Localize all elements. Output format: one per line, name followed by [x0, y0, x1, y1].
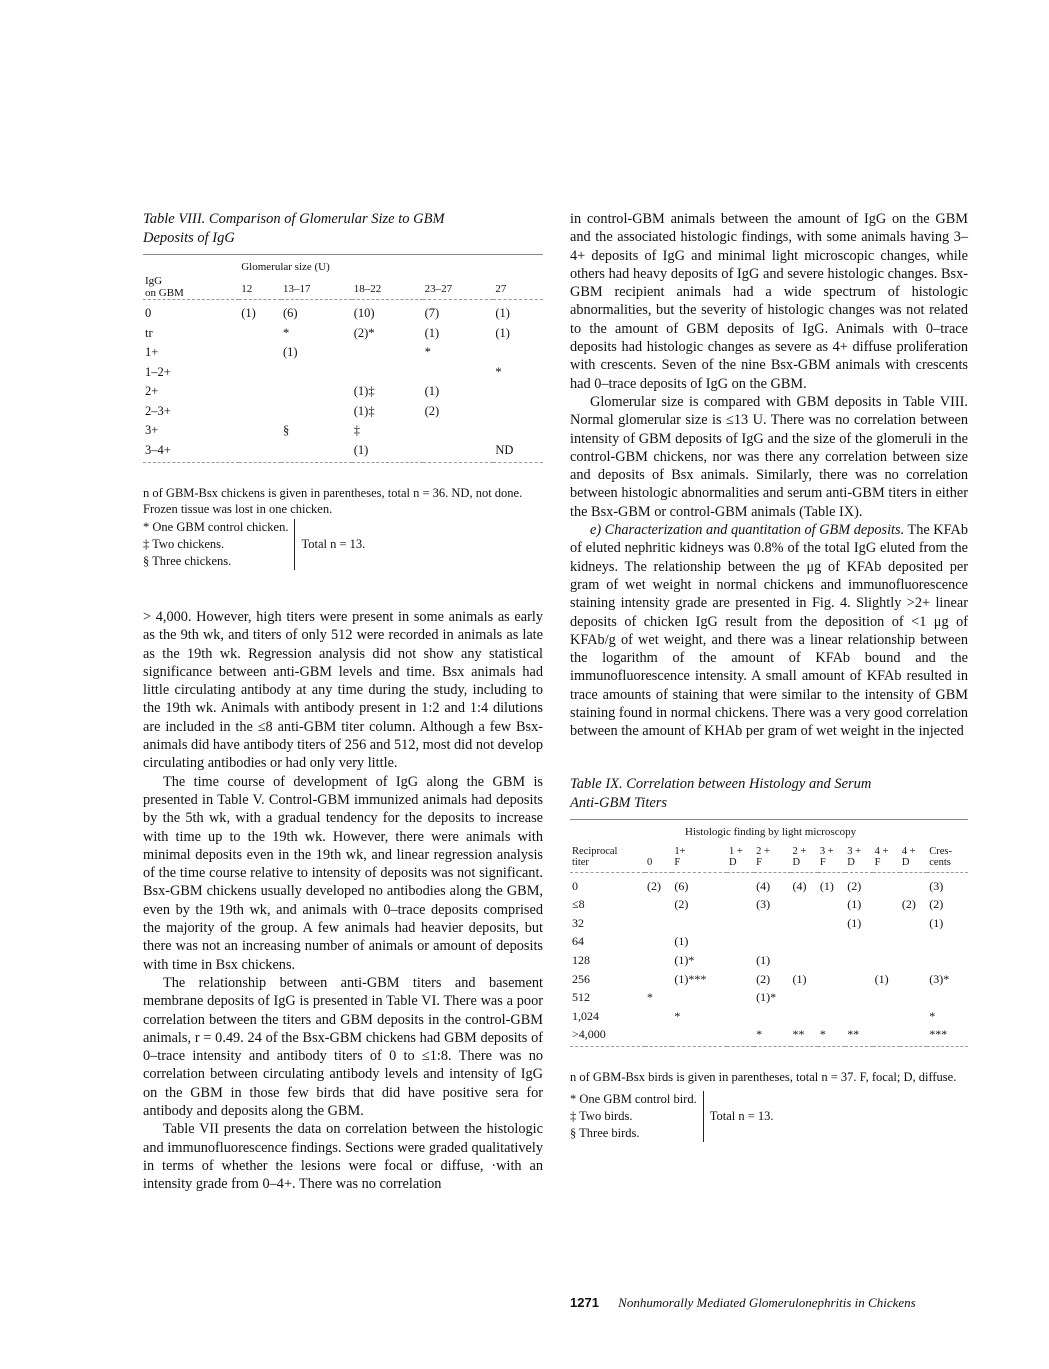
- table9-cell: *: [819, 1027, 826, 1042]
- table8-row-label: 0: [145, 306, 152, 320]
- table9-column-header: Cres-: [929, 845, 953, 857]
- table9-column-header: cents: [929, 856, 951, 868]
- table9-cell: (1)***: [674, 971, 707, 986]
- table8-cell: ND: [495, 442, 514, 457]
- table9-cell: [900, 1009, 927, 1028]
- table8-cell: [493, 384, 543, 404]
- page-footer: [570, 1295, 970, 1311]
- table9-cell: **: [847, 1027, 860, 1042]
- table9-cell: [727, 879, 754, 898]
- section-heading: e) Characterization and quantitation of GBM deposits.: [590, 522, 905, 539]
- body-paragraph: The time course of development of IgG along the GBM is presented in Table V. Control-GBM immunized animals had deposits by the 5th wk, with a gradual tendency for the deposits to increase with time up to the 19th wk. However, there were animals with minimal deposits even in the 19th wk, and linear regression analysis of the time course relative to intensity of deposits was not significant. Bsx-GBM chickens usually developed no antibodies along the GBM, even by the 19th wk, and animals with 0–trace deposits comprised the majority of the group. A few animals had heavier deposits, but there was not an increasing number of animals or amount of deposits with time in Bsx chickens.: [143, 773, 543, 973]
- table8-cell: [239, 443, 281, 463]
- table9-cell: [927, 953, 968, 972]
- table8-cell: [352, 365, 423, 385]
- table8-cell: (1): [282, 345, 298, 359]
- table9-row-label: 64: [572, 934, 584, 949]
- table8-group-header: Glomerular size (U): [241, 261, 330, 273]
- table8-row-label: 1+: [145, 345, 159, 359]
- table8-cell: [493, 345, 543, 365]
- table8-total: Total n = 13.: [301, 537, 366, 551]
- table9-cell: (1): [756, 952, 771, 967]
- table9-column-header: 4 +: [901, 845, 916, 857]
- table9-row-label: 256: [572, 971, 590, 986]
- table9-cell: [727, 1009, 754, 1028]
- table9-cell: [727, 990, 754, 1009]
- table9-cell: *: [756, 1027, 763, 1042]
- table9-cell: [645, 1027, 672, 1046]
- table8-cell: (1): [495, 325, 510, 340]
- table-row: [143, 443, 543, 463]
- table9-row-label: 128: [572, 952, 590, 967]
- table8-cell: (1): [495, 306, 510, 320]
- table8-row-label: tr: [145, 325, 153, 340]
- table9-cell: [818, 990, 845, 1009]
- table-row: [143, 326, 543, 346]
- table9-cell: [645, 1009, 672, 1028]
- table9-column-header: 1 +: [729, 845, 743, 857]
- table9-cell: [845, 990, 872, 1009]
- table8-column-header: 23–27: [424, 283, 453, 295]
- body-paragraph: Table VII presents the data on correlation between the histologic and immunofluorescence findings. Sections were graded qualitatively in terms of whether the lesions were focal or diffuse, ·with an intensity grade from 0–4+. There was no correlation: [143, 1121, 543, 1193]
- table9-column-header: Reciprocal: [572, 845, 618, 857]
- table-row: [570, 990, 968, 1009]
- table9-cell: (1): [819, 878, 834, 893]
- table9-cell: [791, 990, 818, 1009]
- table9-cell: (1): [929, 915, 944, 930]
- table9-cell: [927, 934, 968, 953]
- table9-row-label: 512: [572, 990, 590, 1005]
- table8-cell: (1)‡: [353, 384, 375, 398]
- table9-cell: [900, 953, 927, 972]
- table-row: [143, 306, 543, 326]
- table8: [143, 261, 543, 475]
- table-row: [570, 897, 968, 916]
- table9-cell: [818, 953, 845, 972]
- table8-cell: [281, 384, 352, 404]
- table8-cell: [423, 423, 494, 443]
- page-number: 1271: [570, 1295, 599, 1310]
- table9-cell: [791, 897, 818, 916]
- running-title: Nonhumorally Mediated Glomerulonephritis in Chickens: [618, 1295, 916, 1310]
- table9-cell: ***: [929, 1027, 948, 1042]
- table8-cell: (7): [424, 306, 440, 320]
- table-row: [570, 934, 968, 953]
- table9-column-header: 3 +: [819, 845, 834, 857]
- table8-cell: §: [282, 423, 290, 437]
- table8-cell: [281, 443, 352, 463]
- table8-cell: [281, 404, 352, 424]
- table8-cell: (10): [353, 306, 375, 320]
- table9-cell: [645, 916, 672, 935]
- table9-footnote: ‡ Two birds.: [570, 1108, 633, 1123]
- table8-row-label: 2–3+: [145, 403, 171, 418]
- table9-cell: (6): [674, 878, 689, 893]
- table9-row-label: 1,024: [572, 1008, 599, 1023]
- table-row: [570, 972, 968, 991]
- table9-column-header: 1+: [674, 845, 686, 857]
- table9-cell: [672, 1027, 727, 1046]
- table-row: [143, 345, 543, 365]
- table8-row-header-2: on GBM: [145, 287, 184, 299]
- table-row: [143, 423, 543, 443]
- table9-cell: (2): [647, 878, 661, 893]
- table-row: [570, 916, 968, 935]
- table8-caption: Table VIII. Comparison of Glomerular Size to GBM Deposits of IgG: [143, 211, 445, 246]
- table9-cell: [672, 916, 727, 935]
- table9-column-header: 2 +: [756, 845, 770, 857]
- table8-cell: (1): [424, 384, 440, 398]
- table9-column-header: [645, 846, 672, 857]
- table8-cell: [423, 365, 494, 385]
- table9-cell: *: [647, 990, 653, 1005]
- table9-cell: [645, 934, 672, 953]
- table8-column-header: 13–17: [282, 283, 311, 295]
- table8-cell: [493, 404, 543, 424]
- table9-cell: [791, 953, 818, 972]
- table9-cell: [900, 934, 927, 953]
- table8-cell: ‡: [353, 423, 361, 437]
- table8-column-header: 18–22: [353, 283, 382, 295]
- table9-cell: (2): [929, 897, 944, 912]
- table9-cell: [818, 972, 845, 991]
- table8-footnotes: [143, 519, 543, 570]
- table8-cell: [423, 443, 494, 463]
- table9-cell: [818, 1009, 845, 1028]
- table8-cell: (1)‡: [353, 403, 375, 418]
- left-column: [143, 210, 543, 1194]
- table9-cell: [727, 916, 754, 935]
- table8-cell: (2): [424, 403, 440, 418]
- table9-column-header: F: [756, 856, 762, 868]
- table9-footnote: § Three birds.: [570, 1125, 640, 1140]
- table8-cell: *: [424, 345, 431, 359]
- table9-cell: [845, 1009, 872, 1028]
- table9-cell: [927, 990, 968, 1009]
- table8-row-label: 2+: [145, 384, 159, 398]
- table9-cell: [873, 879, 900, 898]
- table8-cell: (2)*: [353, 325, 375, 340]
- table9-cell: [818, 916, 845, 935]
- table9-column-header: 3 +: [847, 845, 862, 857]
- body-paragraph: Glomerular size is compared with GBM deposits in Table VIII. Normal glomerular size is ≤13 U. There was no correlation between intensity of GBM deposits of IgG and the size of the glomeruli in the control-GBM chickens, nor was there any correlation between size and deposits of Bsx animals. Similarly, there was no correlation between histologic abnormalities and serum anti-GBM titers in either the Bsx-GBM or control-GBM animals (Table IX).: [570, 393, 968, 520]
- body-paragraph: [570, 521, 968, 741]
- table9-cell: [873, 1027, 900, 1046]
- table8-cell: [352, 345, 423, 365]
- table8-cell: *: [495, 364, 502, 379]
- table-row: [143, 384, 543, 404]
- table9-cell: (2): [847, 878, 862, 893]
- table-row: [570, 1009, 968, 1028]
- table9-cell: [754, 1009, 790, 1028]
- table9-column-header: F: [874, 856, 881, 868]
- table-row: [570, 879, 968, 898]
- table9-cell: (2): [901, 897, 916, 912]
- table9-note: n of GBM-Bsx birds is given in parentheses, total n = 37. F, focal; D, diffuse.: [570, 1069, 957, 1084]
- table9-group-header: Histologic finding by light microscopy: [685, 825, 857, 838]
- table9-cell: (3): [756, 897, 771, 912]
- table9-cell: [727, 897, 754, 916]
- table9-cell: [645, 972, 672, 991]
- table9-row-label: 32: [572, 915, 584, 930]
- table9-cell: (1): [792, 971, 807, 986]
- table9-cell: [672, 990, 727, 1009]
- table9-cell: (2): [674, 897, 689, 912]
- table9-column-header: F: [674, 856, 681, 868]
- table9-cell: [873, 916, 900, 935]
- table-row: [143, 365, 543, 385]
- table9-cell: (1): [847, 915, 862, 930]
- table9-cell: [818, 897, 845, 916]
- table9-cell: [845, 934, 872, 953]
- table9-cell: [818, 934, 845, 953]
- table9-cell: [727, 934, 754, 953]
- table9-column-header: D: [792, 856, 801, 868]
- table9-cell: [791, 1009, 818, 1028]
- table9-cell: [873, 934, 900, 953]
- table9: [570, 826, 968, 1059]
- table9-column-header: 0: [647, 856, 653, 868]
- table9-cell: [791, 934, 818, 953]
- table9-cell: (1)*: [756, 990, 777, 1005]
- table9-cell: (1): [674, 934, 689, 949]
- table9-footnotes: [570, 1091, 968, 1142]
- table9-cell: *: [929, 1008, 936, 1023]
- table9-footnote: * One GBM control bird.: [570, 1091, 697, 1106]
- body-paragraph: > 4,000. However, high titers were present in some animals as early as the 9th wk, and titers of only 512 were recorded in animals as late as the 19th wk. Regression analysis did not show any statistical significance between anti-GBM levels and time. Bsx animals had little circulating antibody at any time during the study, including to the 19th wk. Animals with antibody present in 1:2 and 1:4 dilutions are included in the ≤8 anti-GBM titer column. Although a few Bsx-animals did have antibody titers of 256 and 512, most did not develop circulating antibodies or had only very little.: [143, 609, 543, 772]
- table-row: [143, 404, 543, 424]
- table9-cell: [727, 953, 754, 972]
- table9-cell: (2): [756, 971, 771, 986]
- table-row: [570, 953, 968, 972]
- table9-cell: [900, 879, 927, 898]
- table8-note: n of GBM-Bsx chickens is given in parentheses, total n = 36. ND, not done. Frozen tissue was lost in one chicken.: [143, 486, 523, 516]
- table9-row-label: >4,000: [572, 1027, 606, 1042]
- table8-cell: [493, 423, 543, 443]
- table-row: [570, 1027, 968, 1046]
- table8-footnote: § Three chickens.: [143, 554, 232, 568]
- table8-cell: (6): [282, 306, 298, 320]
- table9-column-header: D: [729, 856, 737, 868]
- table9-cell: [873, 990, 900, 1009]
- table9-cell: (4): [756, 878, 771, 893]
- table9-row-label: ≤8: [572, 897, 585, 912]
- table9-cell: (1): [847, 897, 862, 912]
- table8-row-header-1: IgG: [145, 275, 163, 287]
- table9-cell: [845, 953, 872, 972]
- table9-cell: [900, 990, 927, 1009]
- table9-cell: [900, 972, 927, 991]
- table8-row-label: 1–2+: [145, 364, 171, 379]
- table9-cell: **: [792, 1027, 805, 1042]
- table8-cell: [281, 365, 352, 385]
- table8-cell: [239, 404, 281, 424]
- table8-cell: [239, 345, 281, 365]
- table9-column-header: D: [847, 856, 855, 868]
- table8-cell: [239, 384, 281, 404]
- table9-cell: [900, 916, 927, 935]
- table9-cell: [754, 916, 790, 935]
- table9-cell: [645, 953, 672, 972]
- table9-cell: (3)*: [929, 971, 950, 986]
- table9-column-header: titer: [572, 856, 589, 868]
- table9-cell: [873, 953, 900, 972]
- section-text: The KFAb of eluted nephritic kidneys was 0.8% of the total IgG eluted from the kidneys. The relationship between the μg of KFAb deposited per gram of wet weight in normal chickens and immunofluorescence staining intensity grade are presented in Fig. 4. Slightly >2+ linear deposits of chicken IgG result from the deposition of <1 μg of KFAb/g of wet weight, and there was a linear relationship between the logarithm of the amount of KFAb bound and the immunofluorescence intensity. A small amount of KFAb resulted in trace amounts of staining that were similar to the intensity of GBM staining found in normal chickens. There was a very good correlation between the amount of KHAb per gram of wet weight in the injected: [570, 522, 968, 740]
- table9-column-header: F: [819, 856, 826, 868]
- body-paragraph: in control-GBM animals between the amount of IgG on the GBM and the associated histologic findings, with some animals having 3–4+ deposits of IgG and minimal light microscopic changes, while others had heavy deposits of IgG and severe histologic changes. Bsx-GBM recipient animals had a wide spectrum of histologic abnormalities, but the severity of histologic changes was not related to the amount of GBM deposits of IgG. Animals with 0–trace deposits had histologic changes as severe as 4+ diffuse proliferation with crescents. Seven of the nine Bsx-GBM animals with crescents had 0–trace deposits of IgG on the GBM.: [570, 211, 968, 392]
- table9-cell: [754, 934, 790, 953]
- table8-cell: [239, 423, 281, 443]
- right-column: [570, 210, 968, 1142]
- table9-cell: (1): [874, 971, 889, 986]
- body-paragraph: The relationship between anti-GBM titers and basement membrane deposits of IgG is presented in Table VI. There was a poor correlation between the titers and GBM deposits in the control-GBM animals, r = 0.49. 24 of the Bsx-GBM chickens had GBM deposits of 0–trace intensity and antibody titers of 0 to ≤1:8. There was no correlation between circulating antibody levels and intensity of IgG on the GBM in those few birds that did have positive sera for antibody and deposits along the GBM.: [143, 974, 543, 1120]
- table8-cell: [239, 365, 281, 385]
- table9-column-header: 2 +: [792, 845, 807, 857]
- table9-column-header: 4 +: [874, 845, 889, 857]
- table9-cell: (4): [792, 878, 807, 893]
- table9-cell: [727, 1027, 754, 1046]
- table9-cell: [873, 1009, 900, 1028]
- table8-column-header: 12: [241, 283, 253, 295]
- table9-cell: [645, 897, 672, 916]
- table8-footnote: ‡ Two chickens.: [143, 537, 225, 551]
- table9-column-header: D: [901, 856, 910, 868]
- table9-row-label: 0: [572, 878, 578, 893]
- table9-cell: [727, 972, 754, 991]
- table9-total: Total n = 13.: [709, 1108, 774, 1123]
- table8-row-label: 3–4+: [145, 442, 171, 457]
- table9-cell: [873, 897, 900, 916]
- table8-cell: (1): [241, 306, 256, 320]
- table9-cell: [791, 916, 818, 935]
- table8-column-header: 27: [495, 283, 507, 295]
- table9-cell: *: [674, 1008, 681, 1023]
- table9-cell: [845, 972, 872, 991]
- table8-cell: (1): [353, 442, 369, 457]
- table9-cell: (1)*: [674, 952, 695, 967]
- table8-cell: *: [282, 325, 290, 340]
- table9-cell: [900, 1027, 927, 1046]
- table9-cell: (3): [929, 878, 944, 893]
- table8-row-label: 3+: [145, 423, 159, 437]
- table9-caption: Table IX. Correlation between Histology and Serum Anti-GBM Titers: [570, 775, 872, 811]
- table8-footnote: * One GBM control chicken.: [143, 520, 289, 534]
- table8-cell: [239, 326, 281, 346]
- table8-cell: (1): [424, 325, 440, 340]
